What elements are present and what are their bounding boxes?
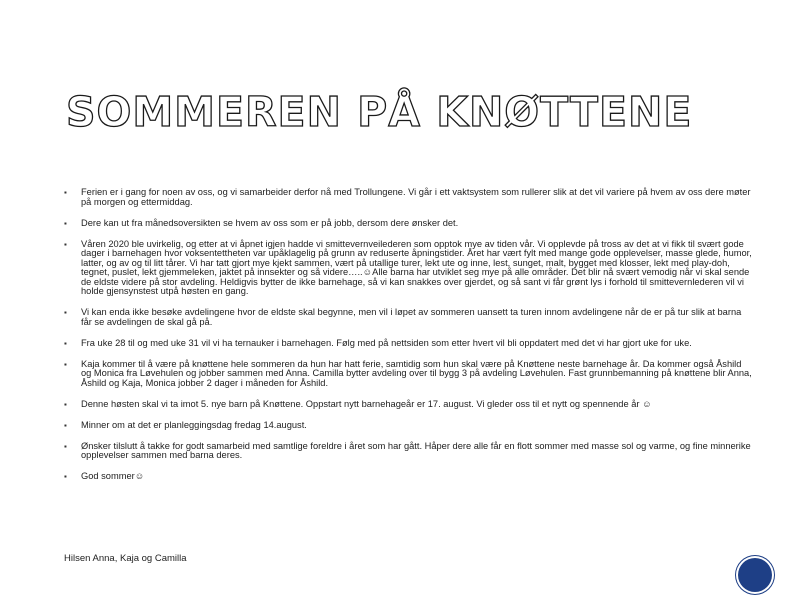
list-item: [64, 219, 754, 229]
bullet-text: God sommer☺: [81, 471, 145, 481]
page-title: SOMMEREN PÅ KNØTTENE: [66, 88, 693, 136]
list-item: [64, 442, 754, 461]
bullet-icon: ▪: [64, 441, 67, 451]
list-item: [64, 472, 754, 482]
bullet-text: Våren 2020 ble uvirkelig, og etter at vi åpnet igjen hadde vi smittevernveilederen som opptok mye av tiden vår. Vi opplevde på tross av det at vi fikk til svært gode dager i barnehagen hvor voksentettheten var upåklagelig på grunn av reduserte åpningstider. Året har vært fylt med mange gode opplevelser, masse glede, humor, latter, og av og til litt tårer. Vi har tatt gjort mye kjekt sammen, vært på utallige turer, lekt ute og inne, lest, sunget, malt, bygget med klosser, lekt med play-doh, tegnet, puslet, lekt gjemmeleken, jaktet på innsekter og så videre…..☺Alle barna har utviklet seg mye på alle områder. Det blir nå svært vemodig når vi skal sende de eldste videre på stor avdeling. Heldigvis bytter de ikke barnehage, så vi kan snakkes over gjerdet, og så sant vi får grønt lys i forhold til smittevernlederen vil vi holde gjensynstest utpå høsten en gang.: [81, 238, 752, 296]
bullet-icon: ▪: [64, 399, 67, 409]
list-item: [64, 339, 754, 349]
list-item: [64, 360, 754, 389]
bullet-list: [64, 188, 754, 493]
corner-circle-icon: [738, 558, 772, 592]
bullet-icon: ▪: [64, 359, 67, 369]
bullet-text: Vi kan enda ikke besøke avdelingene hvor de eldste skal begynne, men vil i løpet av sommeren uansett ta turen innom avdelingene når de er på tur slik at barna får se avdelingen de skal gå på.: [81, 307, 742, 327]
list-item: [64, 240, 754, 297]
list-item: [64, 400, 754, 410]
bullet-text: Denne høsten skal vi ta imot 5. nye barn på Knøttene. Oppstart nytt barnehageår er 17. august. Vi gleder oss til et nytt og spennende år ☺: [81, 398, 652, 409]
bullet-icon: ▪: [64, 239, 67, 249]
bullet-text: Minner om at det er planleggingsdag fredag 14.august.: [81, 419, 307, 430]
bullet-icon: ▪: [64, 218, 67, 228]
list-item: [64, 421, 754, 431]
bullet-icon: ▪: [64, 188, 67, 197]
bullet-icon: ▪: [64, 338, 67, 348]
bullet-icon: ▪: [64, 308, 67, 317]
bullet-text: Ferien er i gang for noen av oss, og vi samarbeider derfor nå med Trollungene. Vi går i ett vaktsystem som rullerer slik at det vil variere på hvem av oss dere møter på morgen og ettermiddag.: [81, 187, 751, 207]
bullet-icon: ▪: [64, 472, 67, 481]
signoff: Hilsen Anna, Kaja og Camilla: [64, 553, 187, 564]
bullet-text: Fra uke 28 til og med uke 31 vil vi ha ternauker i barnehagen. Følg med på nettsiden som etter hvert vil bli oppdatert med det vi har gjort uke for uke.: [81, 337, 692, 348]
list-item: [64, 308, 754, 327]
list-item: [64, 188, 754, 207]
bullet-text: Kaja kommer til å være på knøttene hele sommeren da hun har hatt ferie, samtidig som hun skal være på Knøttene neste barnehage år. Da kommer også Åshild og Monica fra Løvehulen og jobber sammen med Anna. Camilla bytter avdeling over til bygg 3 på avdeling Løvehulen. Fast grunnbemanning på knøttene blir Anna, Åshild og Kaja, Monica jobber 2 dager i måneden for Åshild.: [81, 358, 752, 388]
bullet-text: Dere kan ut fra månedsoversikten se hvem av oss som er på jobb, dersom dere ønsker det.: [81, 217, 459, 228]
bullet-text: Ønsker tilslutt å takke for godt samarbeid med samtlige foreldre i året som har gått. Håper dere alle får en flott sommer med masse sol og varme, og fine minnerike opplevelser sammen med barna deres.: [81, 440, 751, 460]
bullet-icon: ▪: [64, 420, 67, 430]
